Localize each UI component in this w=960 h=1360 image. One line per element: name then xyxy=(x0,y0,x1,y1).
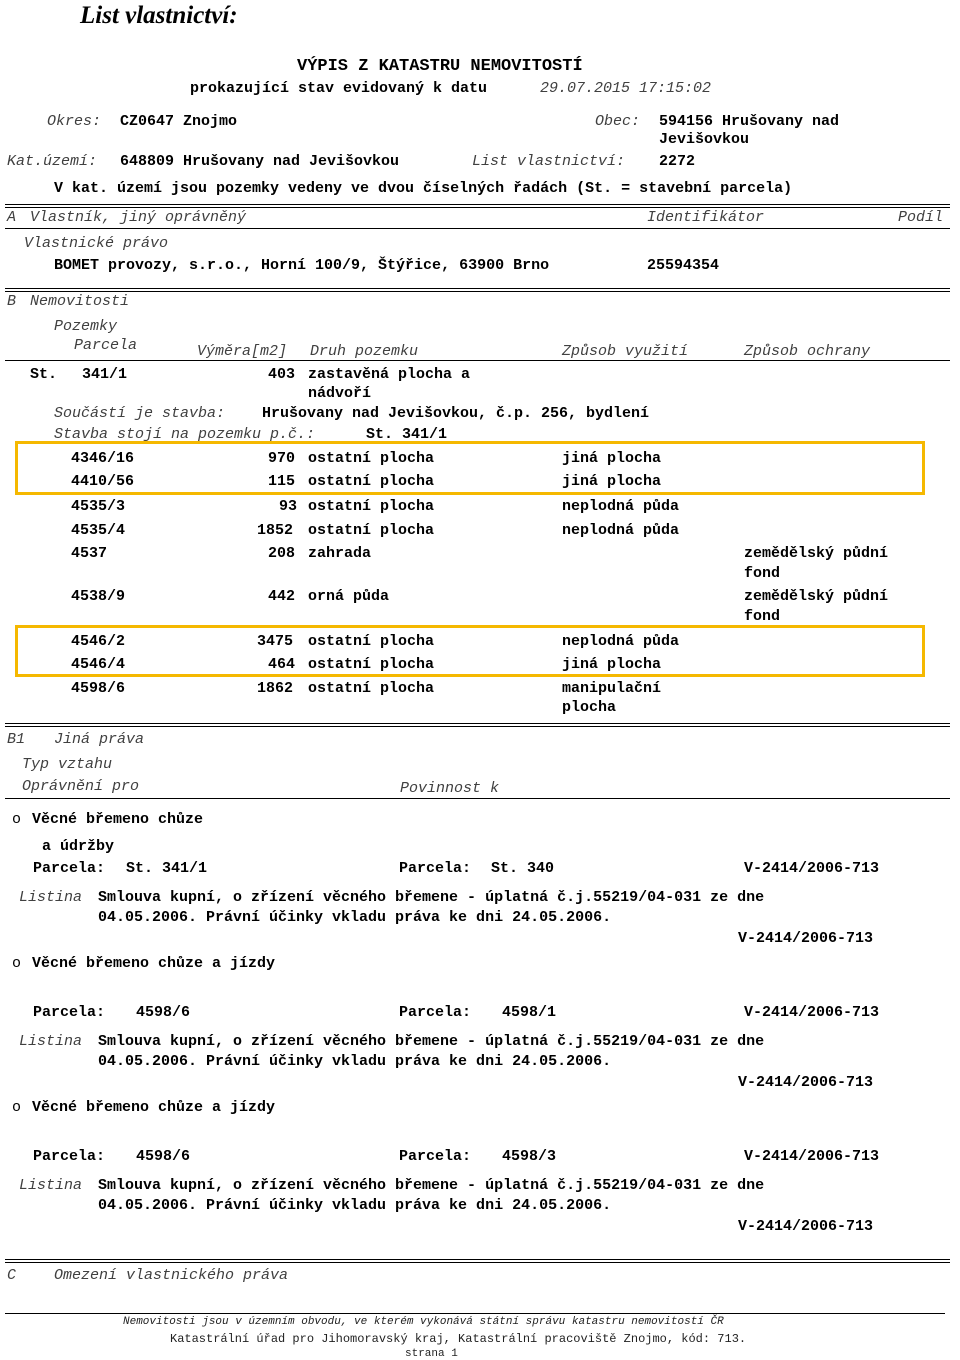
parcela-a-label: Parcela: xyxy=(33,860,106,877)
document-datetime: 29.07.2015 17:15:02 xyxy=(540,80,712,97)
obec-value: 594156 Hrušovany nad xyxy=(659,113,840,130)
obec-value-cont: Jevišovkou xyxy=(659,131,750,148)
listina-text: Smlouva kupní, o zřízení věcného břemene - úplatná č.j.55219/04-031 ze dne xyxy=(98,1177,765,1194)
row-druh: ostatní plocha xyxy=(308,473,435,490)
st-area: 403 xyxy=(268,366,296,383)
row-vyuziti: jiná plocha xyxy=(562,656,662,673)
parcela-a-label: Parcela: xyxy=(33,1148,106,1165)
row-parcel: 4535/4 xyxy=(71,522,126,539)
bullet-icon: o xyxy=(12,955,22,972)
listina-text: Smlouva kupní, o zřízení věcného břemene - úplatná č.j.55219/04-031 ze dne xyxy=(98,889,765,906)
col-druh: Druh pozemku xyxy=(310,343,419,360)
row-vyuziti: neplodná půda xyxy=(562,498,680,515)
st-label: St. xyxy=(30,366,58,383)
listina-text-cont: 04.05.2006. Právní účinky vkladu práva ke dni 24.05.2006. xyxy=(98,1053,612,1070)
document-title: VÝPIS Z KATASTRU NEMOVITOSTÍ xyxy=(297,57,583,76)
section-a-sub: Vlastnické právo xyxy=(24,235,169,252)
parcela-b-label: Parcela: xyxy=(399,860,472,877)
section-b1-title: Jiná práva xyxy=(54,731,145,748)
bullet-icon: o xyxy=(12,1099,22,1116)
divider xyxy=(5,798,950,799)
listina-label: Listina xyxy=(19,889,83,906)
stavba-value: St. 341/1 xyxy=(366,426,448,443)
lv-value: 2272 xyxy=(659,153,696,170)
st-parcel: 341/1 xyxy=(82,366,128,383)
parcela-b-label: Parcela: xyxy=(399,1004,472,1021)
highlight-box xyxy=(15,625,925,677)
parcela-b: 4598/1 xyxy=(502,1004,557,1021)
section-c-letter: C xyxy=(7,1267,17,1284)
parcela-a: St. 341/1 xyxy=(126,860,208,877)
easement-title-cont: a údržby xyxy=(42,838,115,855)
divider xyxy=(5,1313,945,1314)
section-b-sub: Pozemky xyxy=(54,318,118,335)
parcela-a: 4598/6 xyxy=(136,1148,191,1165)
row-parcel: 4546/4 xyxy=(71,656,126,673)
section-a-letter: A xyxy=(7,209,17,226)
row-area: 208 xyxy=(268,545,296,562)
owner-id: 25594354 xyxy=(647,257,720,274)
section-b-letter: B xyxy=(7,293,17,310)
row-area: 1862 xyxy=(257,680,294,697)
document-subtitle: prokazující stav evidovaný k datu xyxy=(190,80,488,97)
stavba-label: Stavba stojí na pozemku p.č.: xyxy=(54,426,316,443)
row-vyuziti: neplodná půda xyxy=(562,633,680,650)
okres-label: Okres: xyxy=(47,113,102,130)
soucast-label: Součástí je stavba: xyxy=(54,405,226,422)
row-parcel: 4538/9 xyxy=(71,588,126,605)
parcela-b-label: Parcela: xyxy=(399,1148,472,1165)
row-vyuziti: neplodná půda xyxy=(562,522,680,539)
row-druh: ostatní plocha xyxy=(308,450,435,467)
footer-line-1: Nemovitosti jsou v územním obvodu, ve kterém vykonává státní správu katastru nemovitostí ČR xyxy=(123,1316,724,1328)
reference: V-2414/2006-713 xyxy=(744,1148,880,1165)
reference: V-2414/2006-713 xyxy=(744,1004,880,1021)
row-parcel: 4535/3 xyxy=(71,498,126,515)
row-parcel: 4598/6 xyxy=(71,680,126,697)
row-druh: ostatní plocha xyxy=(308,522,435,539)
col-ochrana: Způsob ochrany xyxy=(744,343,871,360)
reference: V-2414/2006-713 xyxy=(738,1218,874,1235)
row-druh: zahrada xyxy=(308,545,372,562)
page-heading: List vlastnictví: xyxy=(80,2,238,29)
row-druh: ostatní plocha xyxy=(308,656,435,673)
row-vyuziti: jiná plocha xyxy=(562,473,662,490)
row-parcel: 4410/56 xyxy=(71,473,135,490)
divider xyxy=(5,723,950,727)
section-c-title: Omezení vlastnického práva xyxy=(54,1267,289,1284)
easement-title: Věcné břemeno chůze a jízdy xyxy=(32,1099,276,1116)
listina-text-cont: 04.05.2006. Právní účinky vkladu práva ke dni 24.05.2006. xyxy=(98,1197,612,1214)
col-parcela: Parcela xyxy=(74,337,138,354)
header-note: V kat. území jsou pozemky vedeny ve dvou číselných řadách (St. = stavební parcela) xyxy=(54,180,793,197)
reference: V-2414/2006-713 xyxy=(744,860,880,877)
easement-title: Věcné břemeno chůze xyxy=(32,811,204,828)
col-identifikator: Identifikátor xyxy=(647,209,765,226)
row-area: 3475 xyxy=(257,633,294,650)
col-vyuziti: Způsob využití xyxy=(562,343,689,360)
row-area: 1852 xyxy=(257,522,294,539)
row-area: 464 xyxy=(268,656,296,673)
parcela-a-label: Parcela: xyxy=(33,1004,106,1021)
row-area: 442 xyxy=(268,588,296,605)
divider xyxy=(5,228,950,229)
row-vyuziti: manipulační xyxy=(562,680,662,697)
row-druh: ostatní plocha xyxy=(308,633,435,650)
row-druh: orná půda xyxy=(308,588,390,605)
row-druh: ostatní plocha xyxy=(308,680,435,697)
row-parcel: 4546/2 xyxy=(71,633,126,650)
soucast-value: Hrušovany nad Jevišovkou, č.p. 256, bydlení xyxy=(262,405,650,422)
st-druh-cont: nádvoří xyxy=(308,385,372,402)
divider xyxy=(5,360,950,361)
listina-text-cont: 04.05.2006. Právní účinky vkladu práva ke dni 24.05.2006. xyxy=(98,909,612,926)
obec-label: Obec: xyxy=(595,113,641,130)
divider xyxy=(5,1259,950,1263)
okres-value: CZ0647 Znojmo xyxy=(120,113,238,130)
parcela-a: 4598/6 xyxy=(136,1004,191,1021)
kat-label: Kat.území: xyxy=(7,153,98,170)
section-a-title: Vlastník, jiný oprávněný xyxy=(30,209,247,226)
page-number: strana 1 xyxy=(405,1348,458,1360)
row-ochrana: zemědělský půdní xyxy=(744,545,889,562)
highlight-box xyxy=(15,441,925,495)
col-vymera: Výměra[m2] xyxy=(197,343,288,360)
row-ochrana: zemědělský půdní xyxy=(744,588,889,605)
divider xyxy=(5,204,950,208)
opravneni-pro: Oprávnění pro xyxy=(22,778,140,795)
parcela-b: St. 340 xyxy=(491,860,555,877)
row-area: 115 xyxy=(268,473,296,490)
row-area: 970 xyxy=(268,450,296,467)
lv-label: List vlastnictví: xyxy=(472,153,626,170)
row-vyuziti: jiná plocha xyxy=(562,450,662,467)
footer-line-2: Katastrální úřad pro Jihomoravský kraj, Katastrální pracoviště Znojmo, kód: 713. xyxy=(170,1332,747,1346)
row-vyuziti-cont: plocha xyxy=(562,699,617,716)
row-parcel: 4346/16 xyxy=(71,450,135,467)
section-b-title: Nemovitosti xyxy=(30,293,130,310)
easement-title: Věcné břemeno chůze a jízdy xyxy=(32,955,276,972)
bullet-icon: o xyxy=(12,811,22,828)
listina-text: Smlouva kupní, o zřízení věcného břemene - úplatná č.j.55219/04-031 ze dne xyxy=(98,1033,765,1050)
row-druh: ostatní plocha xyxy=(308,498,435,515)
listina-label: Listina xyxy=(19,1177,83,1194)
section-b1-letter: B1 xyxy=(7,731,26,748)
reference: V-2414/2006-713 xyxy=(738,1074,874,1091)
parcela-b: 4598/3 xyxy=(502,1148,557,1165)
listina-label: Listina xyxy=(19,1033,83,1050)
row-ochrana-cont: fond xyxy=(744,608,781,625)
povinnost-k: Povinnost k xyxy=(400,780,500,797)
kat-value: 648809 Hrušovany nad Jevišovkou xyxy=(120,153,400,170)
st-druh: zastavěná plocha a xyxy=(308,366,471,383)
divider xyxy=(5,288,950,292)
reference: V-2414/2006-713 xyxy=(738,930,874,947)
col-podil: Podíl xyxy=(898,209,944,226)
row-parcel: 4537 xyxy=(71,545,108,562)
typ-vztahu: Typ vztahu xyxy=(22,756,113,773)
row-area: 93 xyxy=(279,498,298,515)
row-ochrana-cont: fond xyxy=(744,565,781,582)
owner: BOMET provozy, s.r.o., Horní 100/9, Štýřice, 63900 Brno xyxy=(54,257,550,274)
